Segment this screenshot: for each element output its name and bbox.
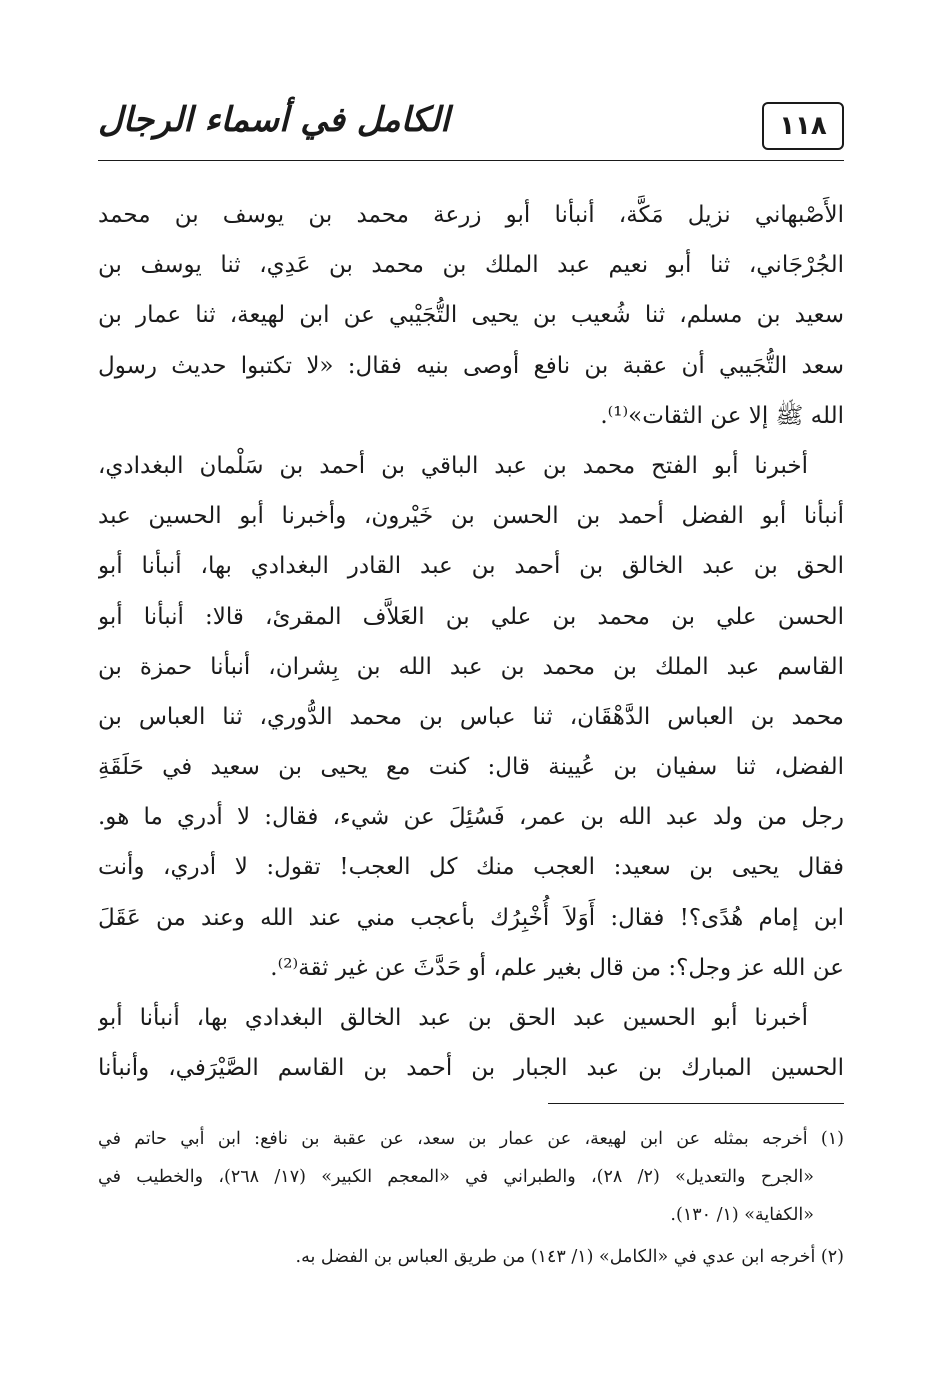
footnote-line: «الجرح والتعديل» (٢/ ٢٨)، والطبراني في «المعجم الكبير» (١٧/ ٢٦٨)، والخطيب في	[98, 1167, 814, 1187]
footnote-line: (٢) أخرجه ابن عدي في «الكامل» (١/ ١٤٣) من طريق العباس بن الفضل به.	[295, 1247, 844, 1267]
text-line: الحق بن عبد الخالق بن أحمد بن عبد القادر البغدادي بها، أنبأنا أبو	[98, 553, 844, 580]
text-line: الحسين المبارك بن عبد الجبار بن أحمد بن القاسم الصَّيْرَفي، وأنبأنا	[98, 1055, 844, 1082]
page-number: ١١٨	[762, 102, 844, 150]
text-line: عن الله عز وجل؟: من قال بغير علم، أو حَدَّثَ عن غير ثقة⁽²⁾.	[270, 954, 844, 981]
text-line: سعد التُّجَيبي أن عقبة بن نافع أوصى بنيه فقال: «لا تكتبوا حديث رسول	[98, 352, 844, 379]
text-line: فقال يحيى بن سعيد: العجب منك كل العجب! تقول: لا أدري، وأنت	[98, 854, 844, 881]
text-line: الأَصْبهاني نزيل مَكَّة، أنبأنا أبو زرعة محمد بن يوسف بن محمد	[98, 202, 844, 228]
footnote-line: «الكفاية» (١/ ١٣٠).	[670, 1205, 814, 1225]
text-line: أنبأنا أبو الفضل أحمد بن الحسن بن خَيْرون، وأخبرنا أبو الحسين عبد	[98, 503, 844, 530]
footnote-line: (١) أخرجه بمثله عن ابن لهيعة، عن عمار بن سعد، عن عقبة بن نافع: ابن أبي حاتم في	[98, 1129, 844, 1149]
text-line: الجُرْجَاني، ثنا أبو نعيم عبد الملك بن محمد بن عَدِي، ثنا يوسف بن	[98, 252, 844, 279]
footnote-rule	[548, 1103, 844, 1104]
text-line: أخبرنا أبو الحسين عبد الحق بن عبد الخالق البغدادي بها، أنبأنا أبو	[98, 1005, 808, 1031]
text-line: سعيد بن مسلم، ثنا شُعيب بن يحيى التُّجَيْبي عن ابن لهيعة، ثنا عمار بن	[98, 302, 844, 329]
text-line: ابن إمام هُدًى؟! فقال: أَوَلاَ أُخْبِرُك بأعجب مني عند الله وعند من عَقَلَ	[98, 904, 844, 931]
text-line: الله ﷺ إلا عن الثقات»⁽¹⁾.	[600, 402, 844, 429]
footnotes	[98, 1120, 844, 1276]
text-line: رجل من ولد عبد الله بن عمر، فَسُئِلَ عن شيء، فقال: لا أدري ما هو.	[98, 804, 844, 831]
book-title: الكامل في أسماء الرجال	[98, 100, 450, 140]
page-header	[98, 96, 844, 160]
main-text	[98, 190, 844, 1093]
text-line: القاسم عبد الملك بن محمد بن عبد الله بن بِشران، أنبأنا حمزة بن	[98, 653, 844, 680]
text-line: محمد بن العباس الدَّهْقَان، ثنا عباس بن محمد الدُّوري، ثنا العباس بن	[98, 703, 844, 730]
text-line: الحسن علي بن محمد بن علي بن العَلاَّف المقرئ، قالا: أنبأنا أبو	[98, 603, 844, 630]
header-rule	[98, 160, 844, 161]
text-line: أخبرنا أبو الفتح محمد بن عبد الباقي بن أحمد بن سَلْمان البغدادي،	[98, 452, 808, 479]
text-line: الفضل، ثنا سفيان بن عُيينة قال: كنت مع يحيى بن سعيد في حَلَقَةِ	[98, 754, 844, 781]
